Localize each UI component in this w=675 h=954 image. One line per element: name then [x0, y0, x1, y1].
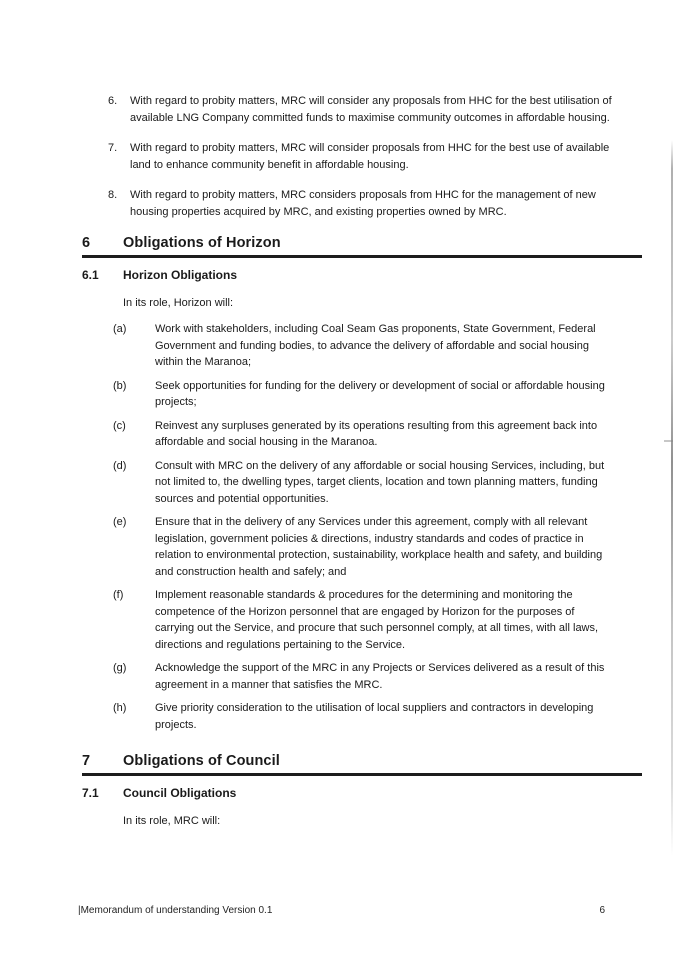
list-item-text: With regard to probity matters, MRC will consider proposals from HHC for the best use of available land to enhance community benefit in affordable housing. — [130, 142, 610, 171]
clause-text: Implement reasonable standards & procedures for the determining and monitoring the competence of the Horizon personnel that are engaged by Horizon for the purposes of carrying out the Service, and procure that such personnel comply, at all times, with all laws, directions and regulations pertaining to the Service. — [155, 589, 599, 651]
clause-text: Give priority consideration to the utilisation of local suppliers and contractors in developing projects. — [155, 702, 594, 731]
clause-text: Consult with MRC on the delivery of any affordable or social housing Services, including, but not limited to, the dwelling types, target clients, location and town planning matters, funding sources and potential opportunities. — [155, 459, 605, 505]
scan-artifact-line — [671, 140, 673, 856]
section-number: 6 — [82, 235, 91, 251]
footer-page-number: 6 — [599, 905, 605, 916]
clause-item — [113, 418, 675, 451]
clause-text: Seek opportunities for funding for the delivery or development of social or affordable housing projects; — [155, 379, 605, 408]
scan-artifact-tick — [664, 440, 673, 442]
clause-label: (a) — [113, 323, 127, 335]
subsection-title: Council Obligations — [123, 786, 237, 800]
clause-label: (e) — [113, 516, 127, 528]
clause-list — [0, 321, 675, 733]
clause-label: (c) — [113, 419, 126, 432]
list-item — [108, 187, 675, 221]
list-item-text: With regard to probity matters, MRC will consider any proposals from HHC for the best utilisation of available LNG Company committed funds to maximise community outcomes in affordable housing. — [130, 95, 612, 124]
footer-doc-version: |Memorandum of understanding Version 0.1 — [78, 905, 273, 916]
list-item-number: 7. — [108, 142, 118, 154]
clause-text: Acknowledge the support of the MRC in any Projects or Services delivered as a result of this agreement in a manner that satisfies the MRC. — [155, 662, 605, 691]
clause-item — [113, 700, 675, 733]
page-footer — [78, 905, 605, 917]
list-item — [108, 140, 675, 174]
section-heading — [82, 752, 642, 776]
list-item-number: 8. — [108, 189, 118, 201]
subsection-number: 7.1 — [82, 786, 99, 800]
clause-label: (g) — [113, 662, 127, 674]
clause-label: (h) — [113, 702, 127, 714]
list-item-number: 6. — [108, 95, 118, 107]
intro-text: In its role, Horizon will: — [123, 297, 234, 309]
clause-item — [113, 660, 675, 693]
subsection-number: 6.1 — [82, 268, 99, 282]
section-obligations-of-horizon — [0, 234, 675, 733]
subsection-heading — [82, 268, 675, 283]
section-title: Obligations of Council — [123, 753, 280, 769]
section-number: 7 — [82, 753, 91, 769]
subsection-title: Horizon Obligations — [123, 268, 237, 282]
section-heading — [82, 234, 642, 258]
clause-item — [113, 458, 675, 508]
section-title: Obligations of Horizon — [123, 235, 281, 251]
list-item — [108, 93, 675, 127]
section-obligations-of-council — [0, 752, 675, 828]
clause-item — [113, 321, 675, 371]
clause-label: (b) — [113, 379, 127, 392]
clause-label: (d) — [113, 459, 127, 472]
clause-item — [113, 514, 675, 580]
clause-text: Reinvest any surpluses generated by its operations resulting from this agreement back into affordable and social housing in the Maranoa. — [155, 419, 598, 448]
intro-text: In its role, MRC will: — [123, 815, 221, 827]
clause-label: (f) — [113, 589, 124, 601]
clause-item — [113, 587, 675, 653]
clause-text: Work with stakeholders, including Coal Seam Gas proponents, State Government, Federal Government and funding bodies, to advance the delivery of affordable and social housing within the Maranoa; — [155, 323, 596, 368]
list-item-text: With regard to probity matters, MRC considers proposals from HHC for the management of new housing properties acquired by MRC, and existing properties owned by MRC. — [130, 189, 596, 218]
clause-text: Ensure that in the delivery of any Services under this agreement, comply with all relevant legislation, government policies & directions, industry standards and codes of practice in relation to environmental protection, sustainability, workplace health and safety, and building and construction health and safely; and — [155, 516, 603, 578]
clause-item — [113, 378, 675, 411]
subsection-heading — [82, 786, 675, 801]
